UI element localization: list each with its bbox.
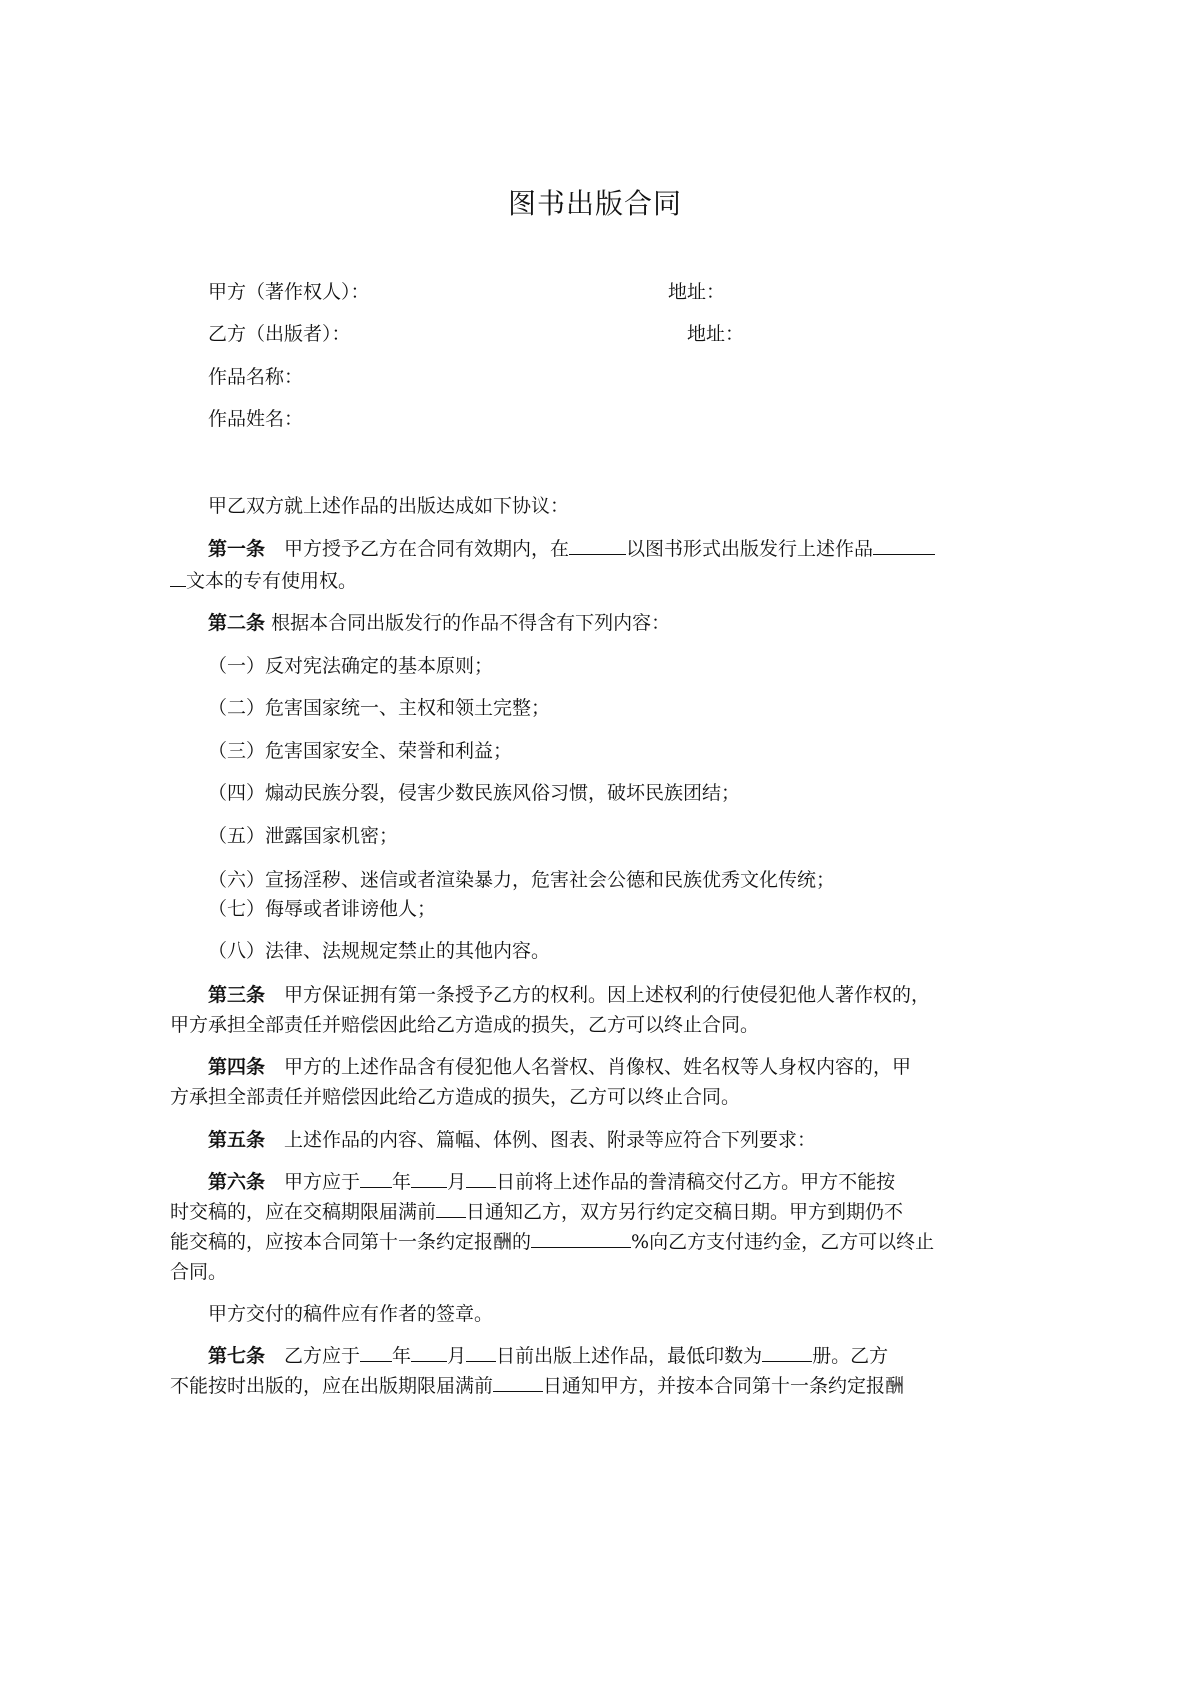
work-blank-cont[interactable]	[170, 567, 186, 587]
delivery-year-blank[interactable]	[360, 1168, 392, 1188]
article-6-note: 甲方交付的稿件应有作者的签章。	[208, 1303, 494, 1325]
prohibited-item-7: （七）侮辱或者诽谤他人；	[208, 898, 437, 920]
article-1-text-3: 文本的专有使用权。	[186, 570, 358, 592]
article-2	[208, 609, 670, 637]
party-b-label: 乙方（出版者）：	[208, 323, 351, 345]
article-7-text-c: 册。乙方	[812, 1345, 889, 1367]
article-1-heading: 第一条	[208, 538, 266, 560]
article-6-text-f: %向乙方支付违约金，乙方可以终止	[631, 1231, 935, 1253]
article-6-line-2	[170, 1198, 903, 1226]
article-7-text-e: 日通知甲方，并按本合同第十一条约定报酬	[543, 1375, 905, 1397]
region-blank[interactable]	[569, 535, 626, 555]
article-7-heading: 第七条	[208, 1345, 266, 1367]
article-3	[208, 981, 930, 1009]
article-5-text: 上述作品的内容、篇幅、体例、图表、附录等应符合下列要求：	[284, 1129, 817, 1151]
article-5	[208, 1126, 816, 1154]
article-3-cont: 甲方承担全部责任并赔偿因此给乙方造成的损失，乙方可以终止合同。	[170, 1014, 760, 1036]
prohibited-item-1: （一）反对宪法确定的基本原则；	[208, 655, 494, 677]
article-6-text-b: 日前将上述作品的誊清稿交付乙方。甲方不能按	[496, 1171, 896, 1193]
article-6-line-4: 合同。	[170, 1261, 228, 1283]
article-7-line-2	[170, 1372, 904, 1400]
article-1-text-2: 以图书形式出版发行上述作品	[626, 538, 874, 560]
document-title: 图书出版合同	[507, 187, 682, 220]
article-6-line-3	[170, 1228, 934, 1256]
article-1	[208, 535, 935, 563]
publish-year-blank[interactable]	[360, 1342, 392, 1362]
month-label: 月	[447, 1171, 467, 1193]
article-6-text-e: 能交稿的，应按本合同第十一条约定报酬的	[170, 1231, 532, 1253]
month-label: 月	[447, 1345, 467, 1367]
work-name-label: 作品名称：	[208, 366, 304, 388]
min-print-run-blank[interactable]	[762, 1342, 812, 1362]
article-6-text-c: 时交稿的，应在交稿期限届满前	[170, 1201, 437, 1223]
article-7	[208, 1342, 888, 1370]
party-a-address-label: 地址：	[668, 281, 726, 303]
article-4-cont: 方承担全部责任并赔偿因此给乙方造成的损失，乙方可以终止合同。	[170, 1086, 741, 1108]
party-a-label: 甲方（著作权人）：	[208, 281, 370, 303]
article-2-text: 根据本合同出版发行的作品不得含有下列内容：	[271, 612, 671, 634]
article-4-text: 甲方的上述作品含有侵犯他人名誉权、肖像权、姓名权等人身权内容的，甲	[284, 1056, 912, 1078]
publish-month-blank[interactable]	[411, 1342, 447, 1362]
article-4-heading: 第四条	[208, 1056, 266, 1078]
prohibited-item-8: （八）法律、法规规定禁止的其他内容。	[208, 940, 551, 962]
publish-day-blank[interactable]	[466, 1342, 496, 1362]
article-1-text: 甲方授予乙方在合同有效期内，在	[284, 538, 570, 560]
article-1-cont	[170, 567, 357, 595]
article-5-heading: 第五条	[208, 1129, 266, 1151]
penalty-percent-blank[interactable]	[531, 1228, 631, 1248]
delivery-day-blank[interactable]	[466, 1168, 496, 1188]
notice-days-blank[interactable]	[436, 1198, 466, 1218]
work-author-label: 作品姓名：	[208, 408, 304, 430]
article-6-heading: 第六条	[208, 1171, 266, 1193]
article-7-text-d: 不能按时出版的，应在出版期限届满前	[170, 1375, 494, 1397]
prohibited-item-5: （五）泄露国家机密；	[208, 825, 399, 847]
year-label: 年	[392, 1171, 412, 1193]
article-7-text-b: 日前出版上述作品，最低印数为	[496, 1345, 763, 1367]
article-2-heading: 第二条	[208, 612, 266, 634]
party-b-address-label: 地址：	[687, 323, 745, 345]
work-blank[interactable]	[873, 535, 935, 555]
delivery-month-blank[interactable]	[411, 1168, 447, 1188]
prohibited-item-4: （四）煽动民族分裂，侵害少数民族风俗习惯，破坏民族团结；	[208, 782, 741, 804]
article-6-text: 甲方应于	[284, 1171, 361, 1193]
article-6	[208, 1168, 895, 1196]
article-3-heading: 第三条	[208, 984, 266, 1006]
prohibited-item-3: （三）危害国家安全、荣誉和利益；	[208, 740, 513, 762]
article-7-text: 乙方应于	[284, 1345, 361, 1367]
year-label: 年	[392, 1345, 412, 1367]
prohibited-item-6: （六）宣扬淫秽、迷信或者渲染暴力，危害社会公德和民族优秀文化传统；	[208, 869, 836, 891]
article-3-text: 甲方保证拥有第一条授予乙方的权利。因上述权利的行使侵犯他人著作权的，	[284, 984, 931, 1006]
article-4	[208, 1053, 911, 1081]
prohibited-item-2: （二）危害国家统一、主权和领土完整；	[208, 697, 551, 719]
intro-paragraph: 甲乙双方就上述作品的出版达成如下协议：	[208, 495, 570, 517]
article-6-text-d: 日通知乙方，双方另行约定交稿日期。甲方到期仍不	[466, 1201, 904, 1223]
publish-notice-days-blank[interactable]	[493, 1372, 543, 1392]
